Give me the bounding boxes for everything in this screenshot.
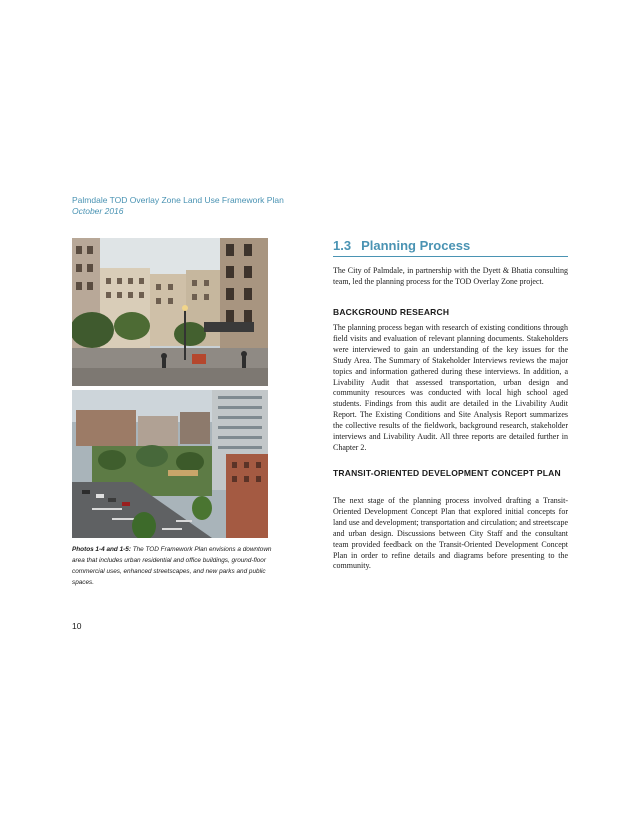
section-number: 1.3 [333,238,352,253]
photo-caption-text: The TOD Framework Plan envisions a downtown area that includes urban residential and office buildings, ground-floor commercial uses, enhanced streetscapes, and new parks and public spaces. [72,546,272,586]
photo-caption [72,544,277,588]
intro-paragraph: The City of Palmdale, in partnership with the Dyett & Bhatia consulting team, led the planning process for the TOD Overlay Zone project. [333,266,568,286]
photo-plaza-image [72,238,268,386]
background-research-heading: BACKGROUND RESEARCH [333,307,450,317]
photo-caption-label: Photos 1-4 and 1-5: [72,546,131,553]
running-header-date: October 2016 [72,206,124,216]
tod-concept-plan-heading: TRANSIT-ORIENTED DEVELOPMENT CONCEPT PLAN [333,468,561,478]
tod-concept-plan-paragraph: The next stage of the planning process involved drafting a Transit-Oriented Development Concept Plan that explored initial concepts for land use and development; transportation and circulation; and streetscape and urban design. Discussions between City Staff and the consultant team provided feedback on the Transit-Oriented Development Concept Plan in order to refine details and diagrams before presenting to the community. [333,496,568,571]
section-heading [333,238,470,253]
photo-aerial-downtown [72,390,268,538]
photo-aerial-downtown-image [72,390,268,538]
page-number: 10 [72,621,82,631]
section-title: Planning Process [361,238,471,253]
running-header-title: Palmdale TOD Overlay Zone Land Use Framework Plan [72,195,284,205]
section-heading-rule [333,256,568,257]
background-research-paragraph: The planning process began with research of existing conditions through field visits and evaluation of relevant planning documents. Stakeholders were interviewed to gain an understanding of the key issues for the Study Area. The Summary of Stakeholder Interviews reviews the major topics and information gathered during these interviews. In addition, a Livability Audit that assessed transportation, urban design and community resources was conducted with local high school aged students. Findings from this audit are detailed in the Livability Audit Report. The Existing Conditions and Site Analysis Report summarizes the collective results of the fieldwork, background research, stakeholder interviews and Livability Audit. All three reports are detailed further in Chapter 2. [333,323,568,452]
photo-plaza [72,238,268,386]
